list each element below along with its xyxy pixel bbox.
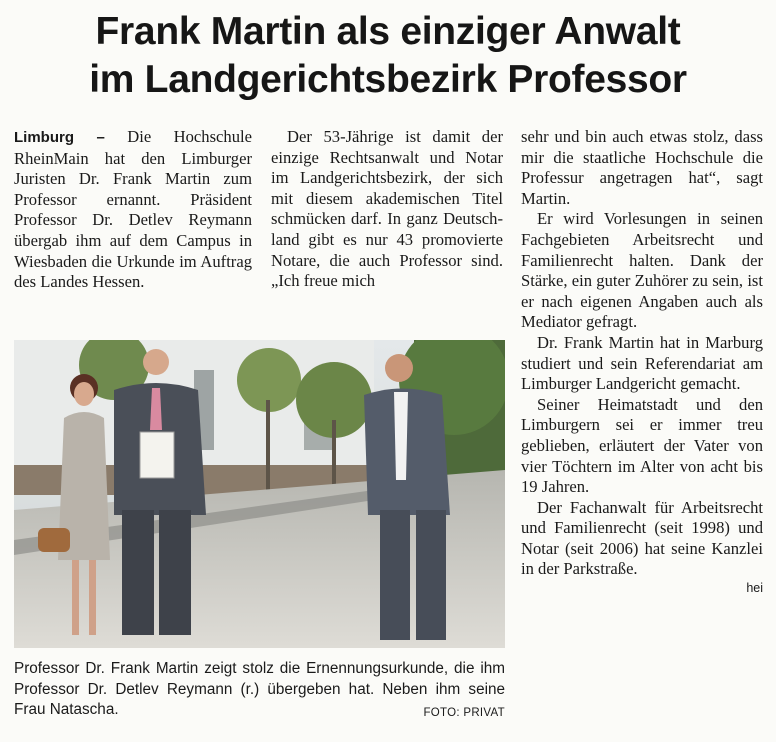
dateline: Limburg – — [14, 129, 105, 146]
news-photo — [14, 340, 505, 648]
article-paragraph: sehr und bin auch etwas stolz, dass mir die staatliche Hochschule die Professur angetragen hat“, sagt Martin. — [521, 127, 763, 208]
article-paragraph: Seiner Heimatstadt und den Limburgern sei er immer treu geblieben, erläutert der Vater von vier Töchtern im Alter von acht bis 19 Jahren. — [521, 394, 763, 497]
article-column-3 — [521, 127, 763, 599]
article-paragraph: Der Fachanwalt für Arbeitsrecht und Familienrecht (seit 1998) und Notar (seit 2006) hat seine Kanzlei in der Parkstraße. — [521, 497, 763, 579]
headline-line-1: Frank Martin als einziger Anwalt — [95, 10, 681, 53]
caption-text: Professor Dr. Frank Martin zeigt stolz die Ernennungsurkunde, die ihm Professor Dr. Detlev Reymann (r.) übergeben hat. Neben ihm seine Frau Natascha. — [14, 660, 505, 718]
article-text-col1: Die Hochschule RheinMain hat den Limburger Juristen Dr. Frank Martin zum Professor ernannt. Präsident Professor Dr. Detlev Reymann übergab ihm auf dem Campus in Wiesbaden die Urkunde im Auftrag des Landes Hessen. — [14, 127, 252, 292]
article-paragraph: Er wird Vorlesungen in seinen Fachgebieten Arbeitsrecht und Familienrecht halten. Dank der Stärke, ein guter Zuhörer zu sein, ist er nach eigenen Angaben auch als Mediator gefragt. — [521, 209, 763, 332]
article-column-2 — [271, 127, 503, 292]
headline-line-2: im Landgerichtsbezirk Professor — [89, 58, 687, 101]
author-byline: hei — [746, 581, 763, 596]
article-paragraph: Dr. Frank Martin hat in Marburg studiert und sein Referendariat am Limburger Landgericht gemacht. — [521, 332, 763, 394]
article-text-col2: Der 53-Jährige ist damit der einzige Rechtsanwalt und Notar im Landgerichtsbezirk, der sich mit diesem akademischen Titel schmücken darf. In ganz Deutschland gibt es nur 43 promovierte Notare, die auch Professor sind. „Ich freue mich — [271, 127, 503, 291]
headline — [14, 8, 762, 104]
article-column-1 — [14, 127, 252, 293]
photo-credit: FOTO: PRIVAT — [423, 707, 505, 719]
photo-caption — [14, 659, 505, 724]
